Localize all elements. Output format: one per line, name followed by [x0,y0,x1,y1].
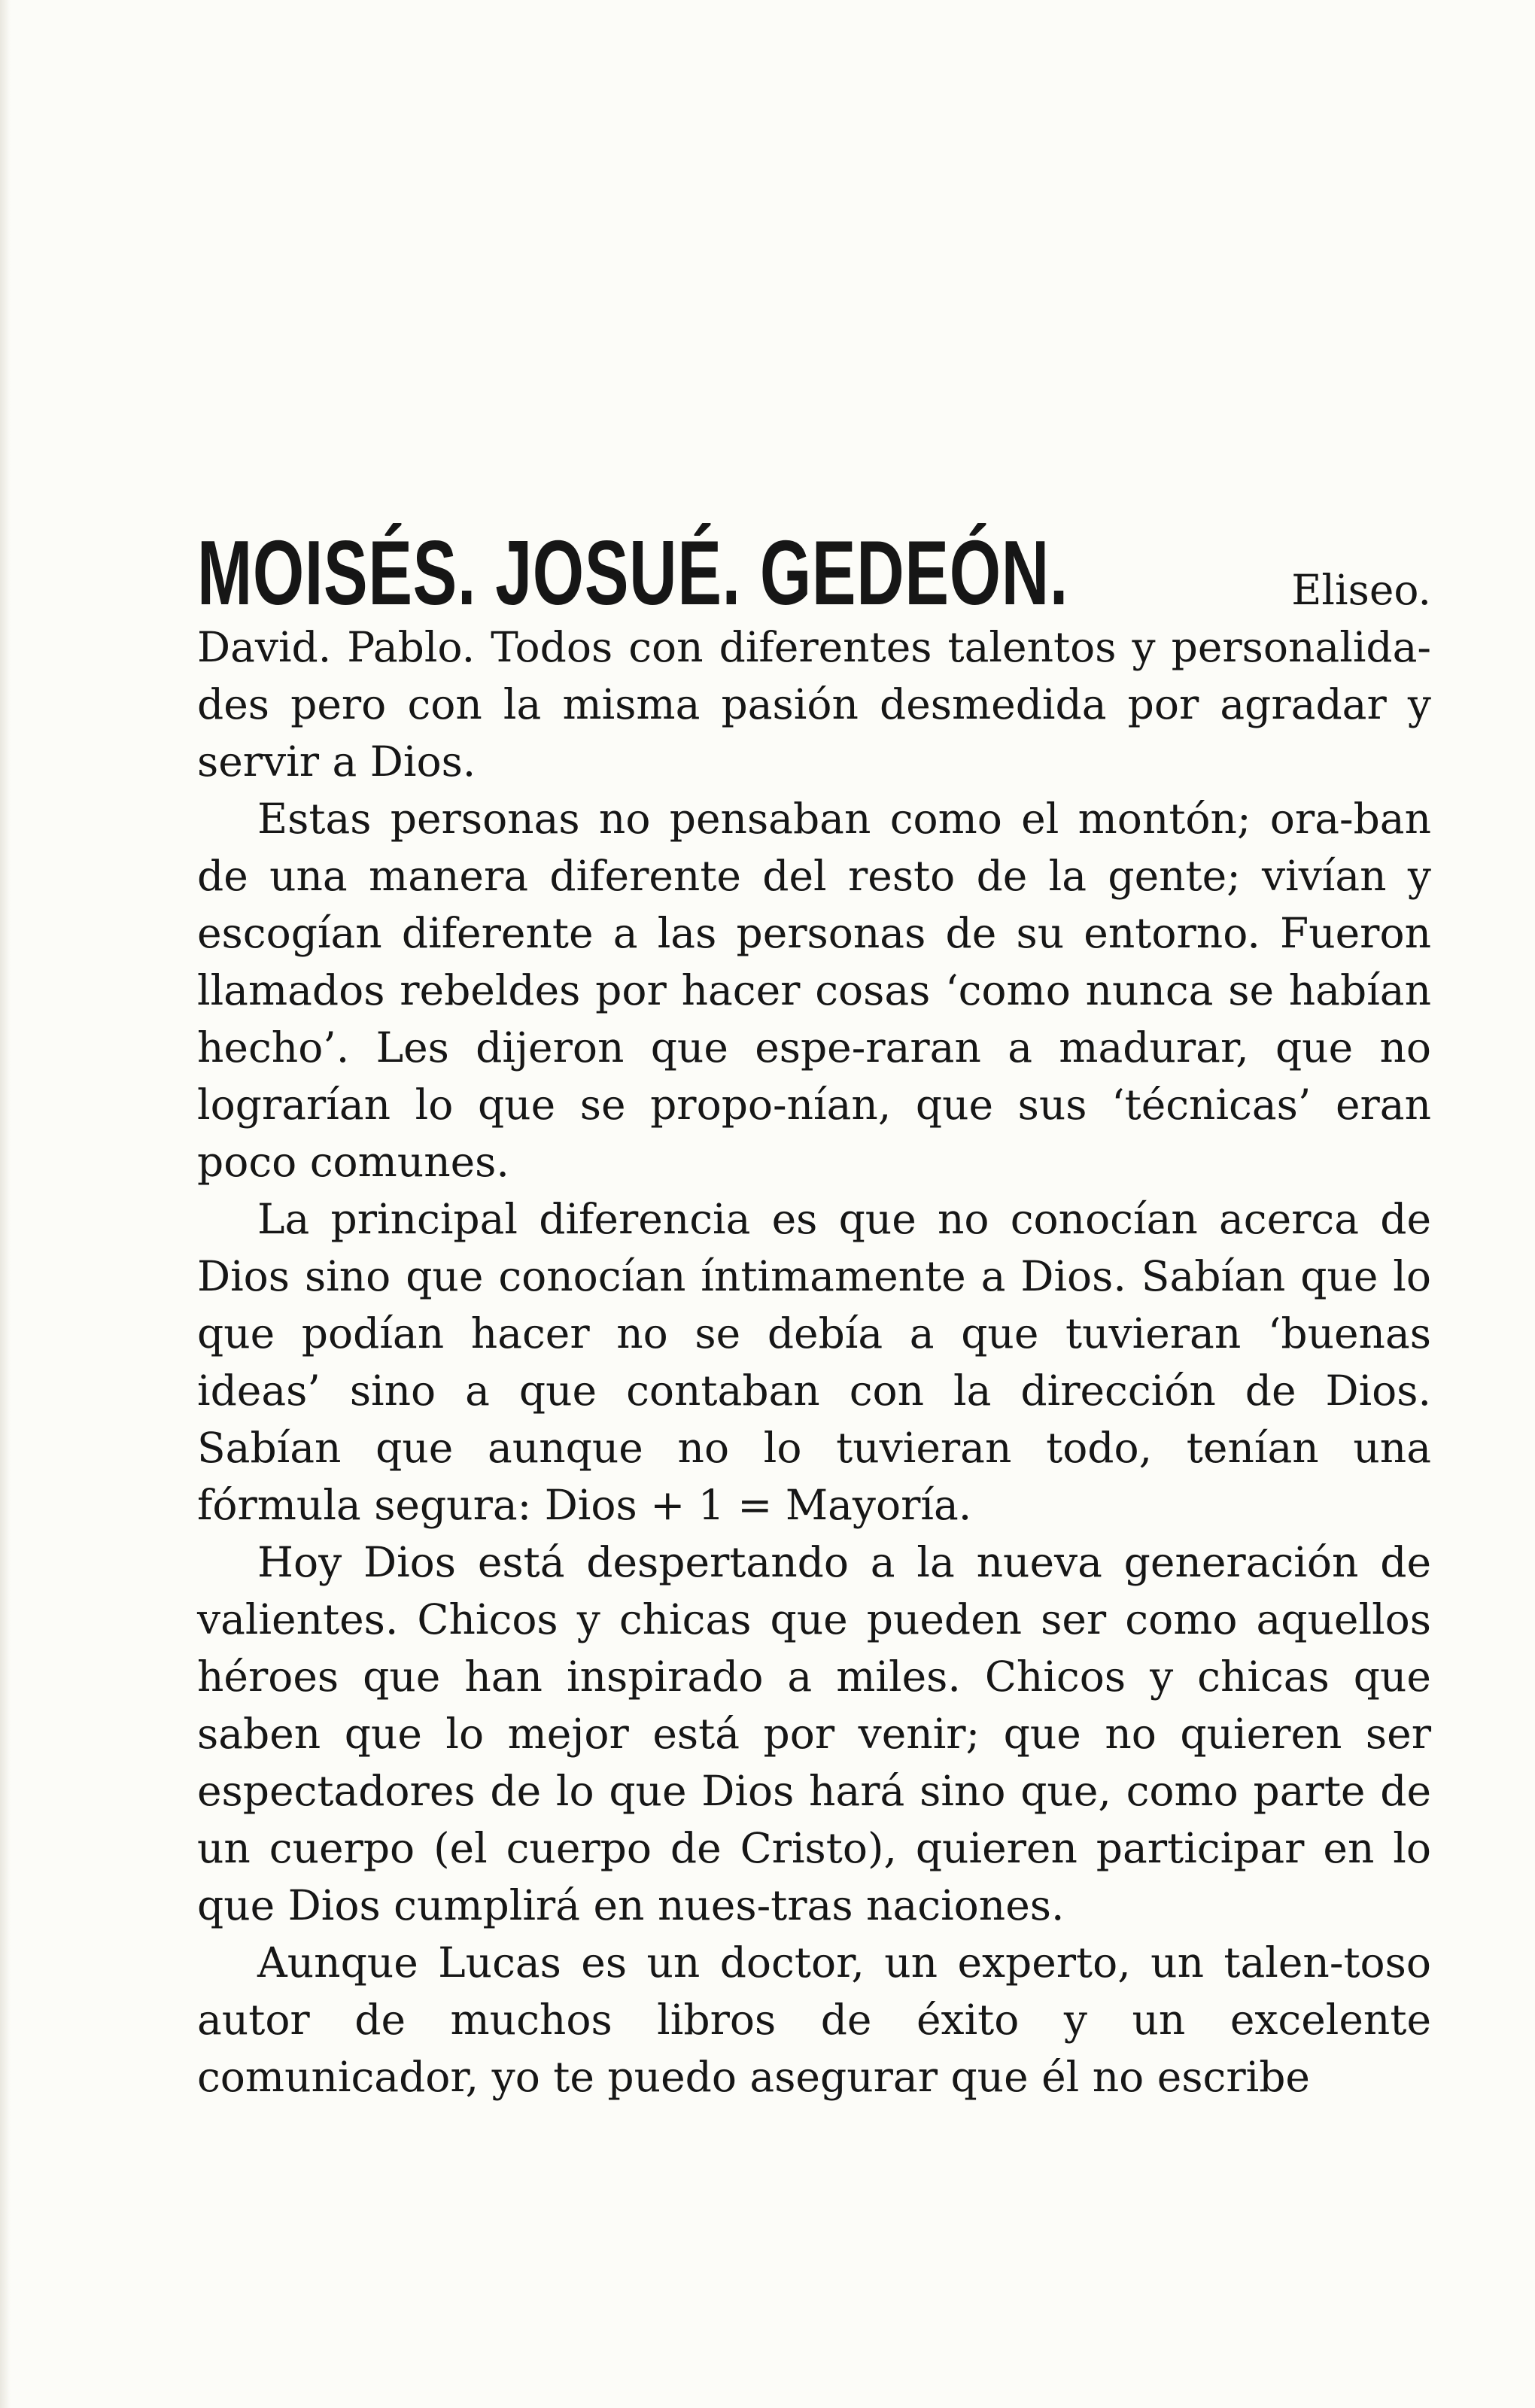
paragraph-3: Hoy Dios está despertando a la nueva generación de valientes. Chicos y chicas que pueden ser como aquellos héroes que han inspirado a miles. Chicos y chicas que saben que lo mejor está por venir; que no quieren ser espectadores de lo que Dios hará sino que, como parte de un cuerpo (el cuerpo de Cristo), quieren participar en lo que Dios cumplirá en nues-tras naciones. [197,1538,1431,1929]
opening-continuation: Eliseo. David. Pablo. Todos con diferentes talentos y personalida-des pero con la misma pasión desmedida por agradar y servir a Dios. [197,566,1431,786]
opening-heading: MOISÉS. JOSUÉ. GEDEÓN. [197,521,1069,624]
page-edge-shadow [0,0,11,2408]
opening-paragraph [197,521,1431,790]
paragraph-4: Aunque Lucas es un doctor, un experto, un talen-toso autor de muchos libros de éxito y un excelente comunicador, yo te puedo asegurar que él no escribe [197,1938,1431,2101]
paragraph-1: Estas personas no pensaban como el montón; ora-ban de una manera diferente del resto de la gente; vivían y escogían diferente a las personas de su entorno. Fueron llamados rebeldes por hacer cosas ‘como nunca se habían hecho’. Les dijeron que espe-raran a madurar, que no lograrían lo que se propo-nían, que sus ‘técnicas’ eran poco comunes. [197,795,1431,1186]
paragraph-2: La principal diferencia es que no conocían acerca de Dios sino que conocían íntimamente a Dios. Sabían que lo que podían hacer no se debía a que tuvieran ‘buenas ideas’ sino a que contaban con la dirección de Dios. Sabían que aunque no lo tuvieran todo, tenían una fórmula segura: Dios + 1 = Mayoría. [197,1195,1431,1529]
body-text [197,521,1431,2105]
